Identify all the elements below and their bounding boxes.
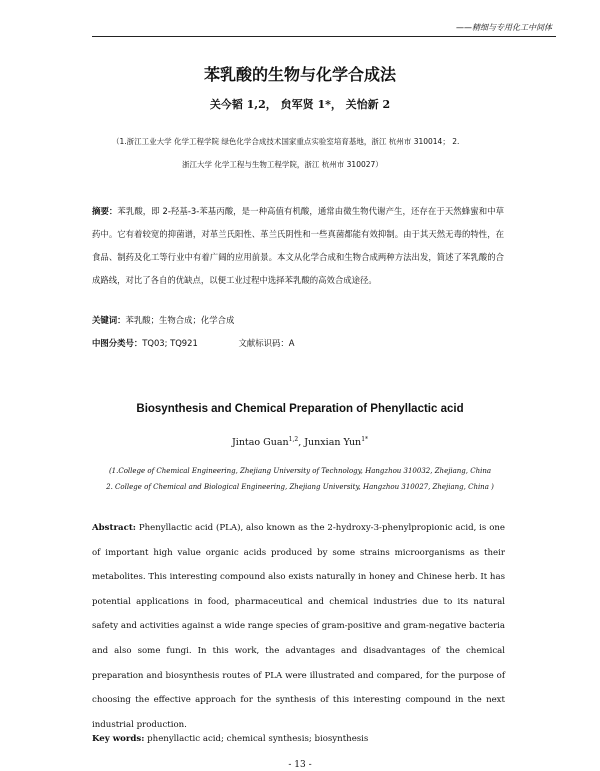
chinese-affiliation-line: （1.浙江工业大学 化学工程学院 绿色化学合成技术国家重点实验室培育基地，浙江 杭州市 310014； 2. [112, 137, 460, 146]
chinese-abstract-text: 苯乳酸，即 2-羟基-3-苯基丙酸，是一种高值有机酸，通常由微生物代谢产生，还存在于天然蜂蜜和中草药中。它有着较宽的抑菌谱，对革兰氏阳性、革兰氏阴性和一些真菌都能有效抑制。由于其天然无毒的特性，在食品、制药及化工等行业中有着广阔的应用前景。本文从化学合成和生物合成两种方法出发，简述了苯乳酸的合成路线，对比了各自的优缺点，以便工业过程中选择苯乳酸的高效合成途径。 [92, 206, 504, 285]
chinese-keywords-label: 关键词： [92, 315, 126, 325]
classification-line [92, 337, 294, 349]
english-affiliations [0, 463, 600, 495]
english-keywords-label: Key words: [92, 734, 145, 744]
chinese-title: 苯乳酸的生物与化学合成法 [203, 65, 396, 84]
english-keywords [92, 734, 368, 744]
author-name: Jintao Guan [231, 437, 289, 449]
page-number: - 13 - [288, 760, 312, 770]
author-name: Junxian Yun [304, 437, 362, 449]
author-superscript: 1* [361, 436, 369, 443]
english-abstract [92, 516, 505, 737]
chinese-keywords [92, 314, 234, 326]
english-authors [0, 436, 600, 448]
english-affiliation-line: 2. College of Chemical and Biological Engineering, Zhejiang University, Hangzhou 310027, Zhejiang, China ) [106, 483, 494, 491]
document-code: A [288, 338, 295, 348]
english-affiliation-line: (1.College of Chemical Engineering, Zhejiang University of Technology, Hangzhou 310032, Zhejiang, China [108, 467, 492, 475]
classification-label: 中图分类号： [92, 338, 143, 348]
document-code-label: 文献标识码： [238, 338, 289, 348]
english-abstract-text: Phenyllactic acid (PLA), also known as the 2-hydroxy-3-phenylpropionic acid, is one of important high value organic acids produced by some strains microorganisms as their metabolites. This interesting compound also exists naturally in honey and Chinese herb. It has potential applications in food, pharmaceutical and chemical industries due to its natural safety and activities against a wide range species of gram-positive and gram-negative bacteria and also some fungi. In this work, the advantages and disadvantages of the chemical preparation and biosynthesis routes of PLA were illustrated and compared, for the purpose of choosing the effective approach for the synthesis of this interesting compound in the next industrial production. [92, 523, 506, 730]
chinese-abstract [92, 200, 504, 292]
author-separator: , [298, 437, 305, 449]
chinese-keywords-text: 苯乳酸；生物合成；化学合成 [125, 315, 235, 325]
chinese-affiliations [112, 130, 502, 176]
classification-number: TQ03; TQ921 [142, 338, 198, 348]
header-rule [92, 36, 556, 37]
english-keywords-text: phenyllactic acid; chemical synthesis; biosynthesis [147, 734, 369, 744]
running-head: ——精细与专用化工中间体 [456, 23, 552, 32]
chinese-abstract-label: 摘要： [92, 206, 118, 216]
english-abstract-label: Abstract: [92, 523, 136, 533]
english-title: Biosynthesis and Chemical Preparation of Phenyllactic acid [136, 403, 464, 415]
chinese-authors: 关今韬 1,2， 贠军贤 1*， 关怡新 2 [209, 98, 391, 111]
author-superscript: 1,2 [288, 436, 299, 443]
chinese-affiliation-line: 浙江大学 化学工程与生物工程学院，浙江 杭州市 310027） [182, 160, 383, 169]
